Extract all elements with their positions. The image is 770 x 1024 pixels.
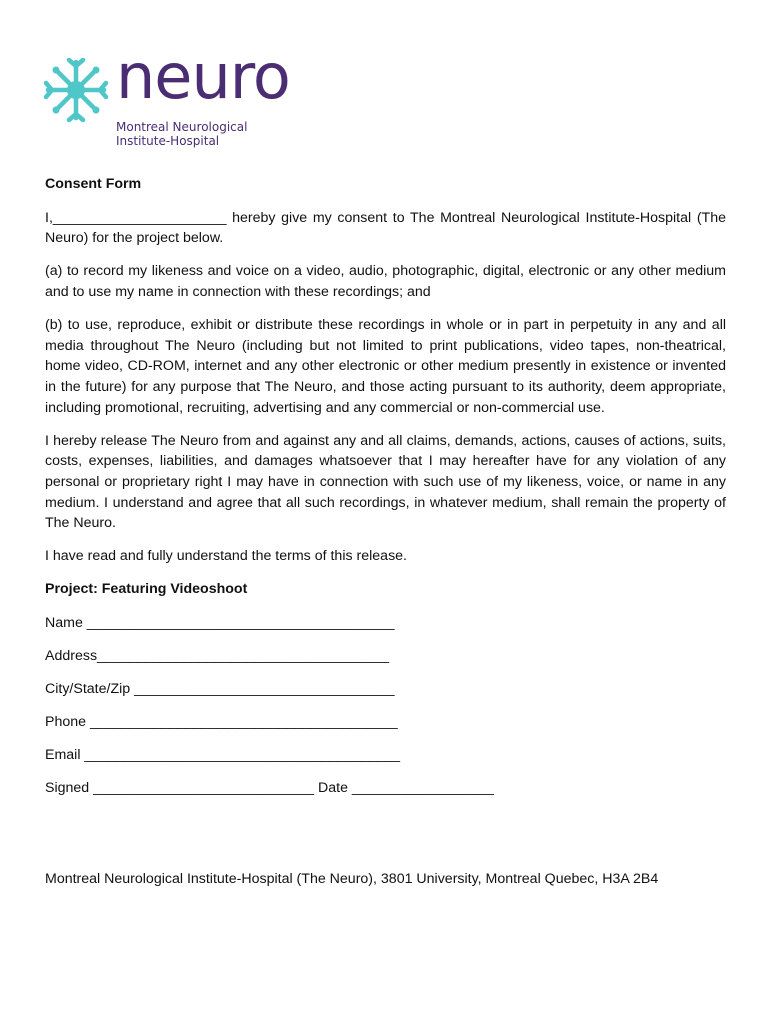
signed-date-field[interactable]: Signed ____________________________ Date __________________ [45,779,494,796]
city-state-zip-field[interactable]: City/State/Zip _________________________________ [45,681,395,698]
brand-subtitle-line2: Institute-Hospital [116,134,220,148]
form-title: Consent Form [45,176,142,192]
footer-address: Montreal Neurological Institute-Hospital (The Neuro), 3801 University, Montreal Quebec, H3A 2B4 [45,871,659,887]
consent-intro: I,______________________ hereby give my consent to The Montreal Neurological Institute-Hospital (The Neuro) for the project below. [45,209,726,247]
consent-form-body [45,174,726,811]
name-field[interactable]: Name _______________________________________ [45,615,395,632]
release-paragraph: I hereby release The Neuro from and against any and all claims, demands, actions, causes of actions, suits, costs, expenses, liabilities, and damages whatsoever that I may hereafter have for any violation of any personal or proprietary right I may have in connection with such use of my likeness, voice, or name in any medium. I understand and agree that all such recordings, in whatever medium, shall remain the property of The Neuro. [45,432,726,532]
brand-name: neuro [116,40,290,113]
project-title: Project: Featuring Videoshoot [45,581,248,598]
phone-field[interactable]: Phone _______________________________________ [45,714,398,731]
neuro-logo [42,40,322,152]
brand-subtitle-line1: Montreal Neurological [116,120,248,134]
address-field[interactable]: Address_____________________________________ [45,648,389,665]
brand-subtitle [116,120,247,148]
email-field[interactable]: Email ________________________________________ [45,747,401,763]
acknowledgement: I have read and fully understand the terms of this release. [45,548,407,565]
clause-a: (a) to record my likeness and voice on a video, audio, photographic, digital, electronic or any other medium and to use my name in connection with these recordings; and [45,263,726,300]
neuron-icon [42,56,110,124]
clause-b: (b) to use, reproduce, exhibit or distribute these recordings in whole or in part in perpetuity in any and all media throughout The Neuro (including but not limited to print publications, video tapes, non-theatrical, home video, CD-ROM, internet and any other electronic or other medium presently in existence or invented in the future) for any purpose that The Neuro, and those acting pursuant to its authority, deem appropriate, including promotional, recruiting, advertising and any commercial or non-commercial use. [45,317,726,416]
